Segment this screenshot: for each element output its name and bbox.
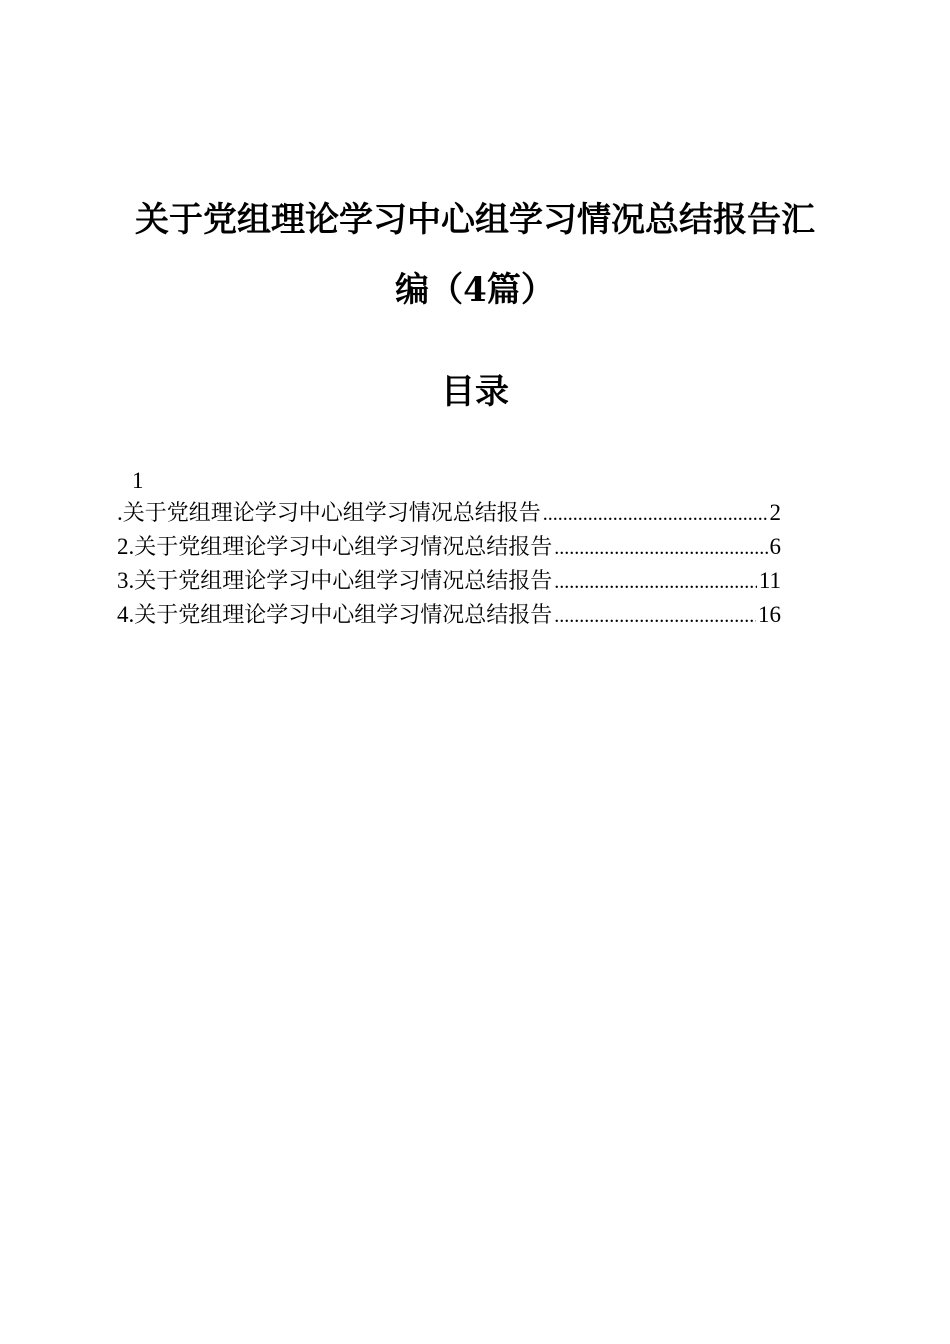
toc-entry-row: [117, 530, 781, 564]
table-of-contents: [117, 466, 781, 632]
toc-entry-title: 关于党组理论学习中心组学习情况总结报告: [122, 501, 541, 526]
toc-dot-leader: [554, 565, 757, 599]
toc-entry-row: [117, 496, 781, 530]
document-title-line-1: 关于党组理论学习中心组学习情况总结报告汇: [135, 200, 815, 240]
toc-entry-row: [117, 598, 781, 632]
toc-entry-row: [117, 564, 781, 598]
toc-entry-1[interactable]: [117, 466, 781, 530]
toc-entry-number: 4.: [117, 602, 135, 627]
toc-entry-page: 11: [758, 568, 781, 593]
toc-entry-page: 16: [758, 602, 781, 627]
toc-entry-separator: .: [117, 500, 123, 525]
toc-dot-leader: [554, 599, 756, 633]
toc-entry-title: 关于党组理论学习中心组学习情况总结报告: [134, 569, 553, 594]
toc-entry-4[interactable]: [117, 598, 781, 632]
document-title-line-2: 编（4篇）: [395, 270, 555, 310]
toc-entry-title: 关于党组理论学习中心组学习情况总结报告: [134, 535, 553, 560]
toc-entry-2[interactable]: [117, 530, 781, 564]
toc-heading: 目录: [441, 372, 509, 412]
toc-entry-number: 2.: [117, 534, 135, 559]
toc-entry-number: 3.: [117, 568, 135, 593]
toc-entry-number: 1: [132, 468, 144, 493]
toc-dot-leader: [543, 497, 768, 531]
toc-entry-title: 关于党组理论学习中心组学习情况总结报告: [134, 603, 553, 628]
toc-entry-page: 2: [769, 500, 781, 525]
toc-entry-3[interactable]: [117, 564, 781, 598]
toc-dot-leader: [554, 531, 767, 565]
toc-entry-page: 6: [769, 534, 781, 559]
